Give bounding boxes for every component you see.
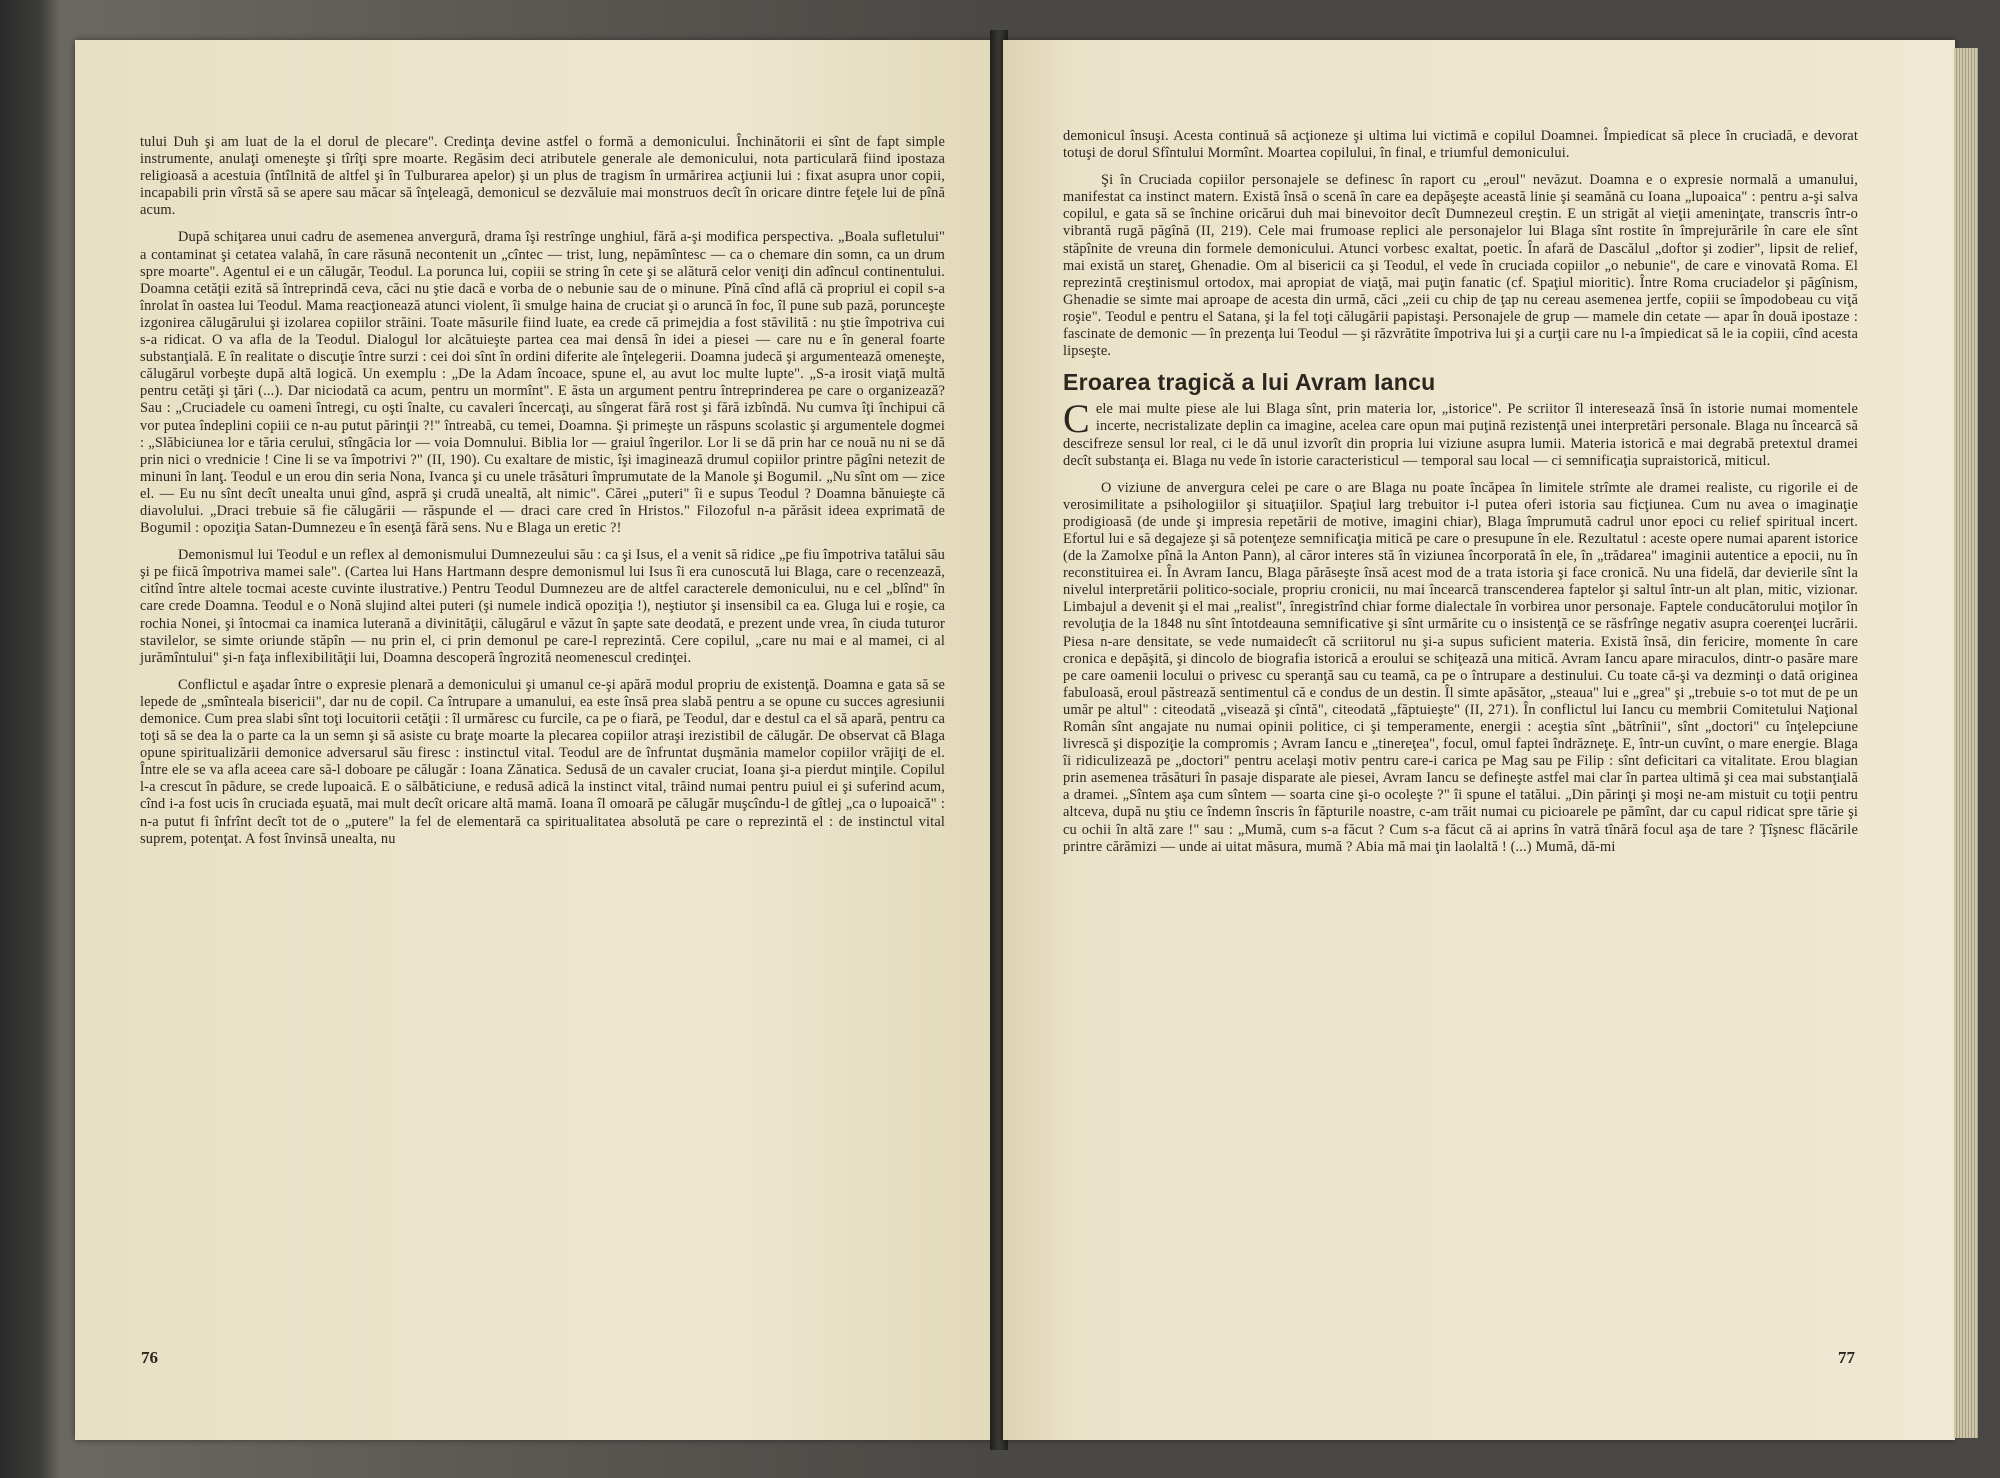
- right-page-text: [1063, 128, 1858, 866]
- section-heading: Eroarea tragică a lui Avram Iancu: [1063, 369, 1436, 396]
- page-number-left: 76: [141, 1348, 158, 1367]
- paragraph: Şi în Cruciada copiilor personajele se definesc în raport cu „eroul" nevăzut. Doamna e o expresie normală a umanului, manifestat ca instinct matern. Există însă o scenă în care ea depăşeşte această linie şi seamănă cu Ioana „lupoaica" : pentru a-şi salva copilul, e gata să se închine oricărui duh mai binevoitor decît Dumnezeul creştin. E un strigăt al vieţii ameninţate, transcris într-o vibrantă rugă păgînă (II, 219). Cele mai frumoase replici ale personajelor lui Blaga sînt rostite în împrejurările în care ele sînt stăpînite de vreuna din formele demonicului. Atunci vorbesc exaltat, poetic. În afară de Dascălul „doftor şi zodier", lipsit de relief, mai există un stareţ, Ghenadie. Om al bisericii ca şi Teodul, el vede în cruciada copiilor „o nebunie", de care e vinovată Roma. El reprezintă creştinismul ortodox, mai apropiat de viaţă, mai puţin fanatic (cf. Spaţiul mioritic). Între Roma cruciadelor şi păgînism, Ghenadie se simte mai aproape de acesta din urmă, căci „zeii cu chip de ţap nu cereau asemenea jertfe, copiii se împodobeau cu viţă roşie". Teodul e pentru el Satana, şi la fel toţi călugării papistaşi. Personajele de grup — mamele din cetate — apar în două ipostaze : fascinate de demonic — în prezenţa lui Teodul — şi răzvrătite împotriva lui şi a curţii care nu l-a împiedicat să le ia copiii, cînd acesta lipseşte.: [1063, 172, 1858, 360]
- paragraph: Demonismul lui Teodul e un reflex al demonismului Dumnezeului său : ca şi Isus, el a venit să ridice „pe fiu împotriva tatălui său şi pe fiică împotriva mamei sale". (Cartea lui Hans Hartmann despre demonismul lui Isus îi era cunoscută lui Blaga, care o recenzează, citînd între altele tocmai aceste cuvinte ilustrative.) Pentru Teodul Dumnezeu are de altfel caracterele demonicului, nu e cel „blînd" în care crede Doamna. Teodul e o Nonă slujind altei puteri (şi numele indică opoziţia !), neştiutor şi insensibil ca ea. Gluga lui e roşie, ca rochia Nonei, şi întocmai ca inamica luterană a divinităţii, călugărul e văzut în şapte sate deodată, e prezent unde vrea, în ciuda tuturor stavilelor, se simte oriunde stăpîn — nu prin el, ci prin demonul pe care-l reprezintă. Cere copilul, „care nu mai e al mamei, ci al jurămîntului" şi-n faţa inflexibilităţii lui, Doamna descoperă îngrozită neomenescul credinţei.: [140, 547, 945, 666]
- left-page: [75, 40, 995, 1440]
- paragraph: demonicul însuşi. Acesta continuă să acţioneze şi ultima lui victimă e copilul Doamnei. Împiedicat să plece în cruciadă, e devorat totuşi de dorul Sfîntului Mormînt. Moartea copilului, în final, e triumful demonicului.: [1063, 128, 1858, 162]
- page-edges: [1954, 48, 1978, 1438]
- page-number-right: 77: [1838, 1348, 1855, 1367]
- right-page: [1003, 40, 1955, 1440]
- paragraph: Cele mai multe piese ale lui Blaga sînt, prin materia lor, „istorice". Pe scriitor îl interesează însă în istorie numai momentele incerte, necristalizate deplin ca imagine, acelea care opun mai puţină rezistenţă unei interpretări personale. Blaga nu încearcă să descifreze sensul lor real, ci le dă unul izvorît din propria lui viziune asupra lumii. Materia istorică e mai degrabă pretextul dramei decît substanţa ei. Blaga nu vede în istorie caracteristicul — temporal sau local — ci semnificaţia supraistorică, miticul.: [1063, 396, 1858, 469]
- paragraph: Conflictul e aşadar între o expresie plenară a demonicului şi umanul ce-şi apără modul propriu de existenţă. Doamna e gata să se lepede de „smînteala bisericii", dar nu de copil. Ca întrupare a umanului, ea este însă prea slabă pentru a se opune cu succes agresiunii demonice. Cum prea slabi sînt toţi locuitorii cetăţii : îl urmăresc cu furcile, ca pe o fiară, pe Teodul, dar e destul ca el să apară, pentru ca toţi să se dea la o parte ca la un semn şi să asiste cu braţe moarte la plecarea copiilor atraşi irezistibil de călugăr. De observat că Blaga opune spiritualizării demonice adversarul său firesc : instinctul vital. Teodul are de înfruntat duşmănia mamelor copiilor vrăjiţi de el. Între ele se va afla aceea care să-l doboare pe călugăr : Ioana Zănatica. Sedusă de un cavaler cruciat, Ioana şi-a pierdut minţile. Copilul l-a crescut în pădure, se crede lupoaică. E o sălbăticiune, e redusă adică la instinct vital, trăind numai pentru puiul ei şi suferind acum, cînd i-a fost ucis în cruciada eşuată, mai mult decît oricare altă mamă. Ioana îl omoară pe călugăr muşcîndu-l de gîtlej „ca o lupoaică" : n-a putut fi înfrînt decît tot de o „putere" la fel de elementară ca spiritualitatea absolută pe care o reprezintă el : de instinctul vital suprem, potenţat. A fost învinsă unealta, nu: [140, 676, 945, 847]
- paragraph: După schiţarea unui cadru de asemenea anvergură, drama îşi restrînge unghiul, fără a-şi modifica perspectiva. „Boala sufletului" a contaminat şi cetatea valahă, în care răsună necontenit un „cîntec — trist, lung, nepămîntesc — ca o chemare din somn, ca un drum spre moarte". Agentul ei e un călugăr, Teodul. La porunca lui, copiii se string în cete şi se alătură celor veniţi din adîncul continentului. Doamna cetăţii ezită să întreprindă ceva, căci nu ştie dacă e vorba de o nebunie sau de o minune. Pînă cînd află că propriul ei copil s-a înrolat în oastea lui Teodul. Mama reacţionează atunci violent, îi smulge haina de cruciat şi o aruncă în foc, îl pune sub pază, porunceşte izgonirea călugărului şi izolarea copiilor străini. Toate măsurile fiind luate, ea crede că primejdia a fost stăvilită : nu ştie împotriva cui s-a ridicat. O va afla de la Teodul. Dialogul lor alcătuieşte partea cea mai densă în idei a piesei — care nu e în general foarte substanţială. E în realitate o discuţie între surzi : cei doi sînt în ordini diferite ale înţelegerii. Doamna judecă şi argumentează omeneşte, călugărul vorbeşte după altă logică. Un exemplu : „De la Adam încoace, spune el, au avut loc multe lupte". „S-a irosit viaţă multă pentru cetăţi şi ţări (...). Dar niciodată ca acum, pentru un mormînt". E ăsta un argument pentru întreprinderea pe care o organizează? Sau : „Cruciadele cu oameni întregi, cu oşti înalte, cu cavaleri încercaţi, au sîngerat fără rost şi fără izbîndă. Nu cumva îţi închipui că vor putea îndeplini copiii ce n-au putut părinţii ?!" întreabă, cu temei, Doamna. Şi primeşte un răspuns scolastic şi argumentele dogmei : „Slăbiciunea lor e tăria cerului, stîngăcia lor — voia Domnului. Biblia lor — graiul îngerilor. Lor li se dă prin har ce nouă nu ni se dă prin nici o vrednicie ! Cine li se va împotrivi ?" (II, 190). Cu exaltare de mistic, îşi imaginează drumul copiilor printre păgîni netezit de minuni în lanţ. Teodul e un erou din seria Nona, Ivanca şi cu unele trăsături împrumutate de la Manole şi Bogumil. „Nu sînt om — zice el. — Eu nu sînt decît unealta unui gînd, aspră şi crudă unealtă, alt nimic". Cărei „puteri" îi e supus Teodul ? Doamna bănuieşte că diavolului. „Draci trebuie să fie călugării — răspunde el — draci care cred în Hristos." Filozoful n-a părăsit ideea exprimată de Bogumil : opoziţia Satan-Dumnezeu e în esenţă fără sens. Nu e Blaga un eretic ?!: [140, 229, 945, 537]
- paragraph: tului Duh şi am luat de la el dorul de plecare". Credinţa devine astfel o formă a demonicului. Închinătorii ei sînt de fapt simple instrumente, anulaţi omeneşte şi tîrîţi spre moarte. Regăsim deci atributele generale ale demonicului, nota particulară fiind ipostaza religioasă a acestuia (întîlnită de altfel şi în Tulburarea apelor) şi un plus de tragism în urmărirea acţiunii lui : fixat asupra unor copii, incapabili prin vîrstă să se apere sau măcar să înţeleagă, demonicul se dezvăluie mai monstruos decît în oricare dintre feţele lui de pînă acum.: [140, 134, 945, 219]
- left-page-text: [140, 134, 945, 858]
- paragraph: O viziune de anvergura celei pe care o are Blaga nu poate încăpea în limitele strîmte ale dramei realiste, cu rigorile ei de verosimilitate a psihologiilor şi situaţiilor. Spaţiul larg trebuitor i-l putea oferi istoria sau ficţiunea. Cum nu avea o imaginaţie prodigioasă (de unde şi impresia repetării de motive, imagini chiar), Blaga împrumută cadrul unor epoci cu relief spiritual incert. Efortul lui e să degajeze şi să potenţeze semnificaţia mitică pe care o presupune în ele. Rezultatul : aceste opere numai aparent istorice (de la Zamolxe pînă la Anton Pann), al căror interes stă în viziunea încorporată în ele, în „trădarea" imaginii autentice a epocii, nu în reconstituirea ei. În Avram Iancu, Blaga părăseşte însă acest mod de a trata istoria şi face cronică. Nu una fidelă, dar devierile sînt la nivelul interpretării politico-sociale, propriu cronicii, nu mai încearcă transcenderea faptelor şi saltul într-un alt plan, mitic, vizionar. Limbajul a devenit şi el mai „realist", înregistrînd chiar forme dialectale în vorbirea unor personaje. Faptele conducătorului moţilor în revoluţia de la 1848 nu sînt întotdeauna semnificative şi sînt urmărite cu o insistenţă ce se răsfrînge negativ asupra coerenţei lucrării. Piesa n-are densitate, se vede numaidecît că scriitorul nu şi-a supus suficient materia. Există însă, din fericire, momente în care cronica e depăşită, şi dincolo de biografia istorică a eroului se schiţează una mitică. Avram Iancu apare miraculos, dintr-o pasăre mare pe care oamenii locului o privesc cu speranţă sau cu teamă, ca pe o întrupare a destinului. Cu toate că-şi va dezminţi o dată originea fabuloasă, eroul păstrează sentimentul că e condus de un destin. Îl simte apăsător, „steaua" lui e „grea" şi „trebuie s-o tot mut de pe un umăr pe altul" : citeodată „visează şi cîntă", citeodată „făptuieşte" (II, 271). În conflictul lui Iancu cu membrii Comitetului Naţional Român sînt angajate nu numai opinii politice, ci şi temperamente, energii : aceştia sînt „bătrînii", sînt „doctori" cu înţelepciune livrescă şi dispoziţie la compromis ; Avram Iancu e „tinereţea", focul, omul faptei îndrăzneţe. E, într-un cuvînt, o mare energie. Blaga îi ridiculizează pe „doctori" pentru acelaşi motiv pentru care-i carica pe Mag sau pe Filip : sînt deficitari ca vitalitate. Erou blagian prin asemenea trăsături în pasaje disparate ale piesei, Avram Iancu se defineşte astfel mai clar în partea ultimă şi cea mai substanţială a dramei. „Sîntem aşa cum sîntem — soarta cine şi-o ocoleşte ?" îi spune el tatălui. „Din părinţi şi moşi ne-am mistuit cu toţii pentru altceva, după nu ştiu ce îndemn înscris în făpturile noastre, c-am trăit numai cu picioarele pe pămînt, dar cu capul ridicat spre tărie şi cu ochii în altă zare !" sau : „Mumă, cum s-a făcut ? Cum s-a făcut că ai aprins în vatră tînără focul aşa de tare ? Ţîşnesc flăcările printre cărămizi — unde ai uitat măsura, mumă ? Abia mă mai ţin laolaltă ! (...) Mumă, dă-mi: [1063, 479, 1858, 855]
